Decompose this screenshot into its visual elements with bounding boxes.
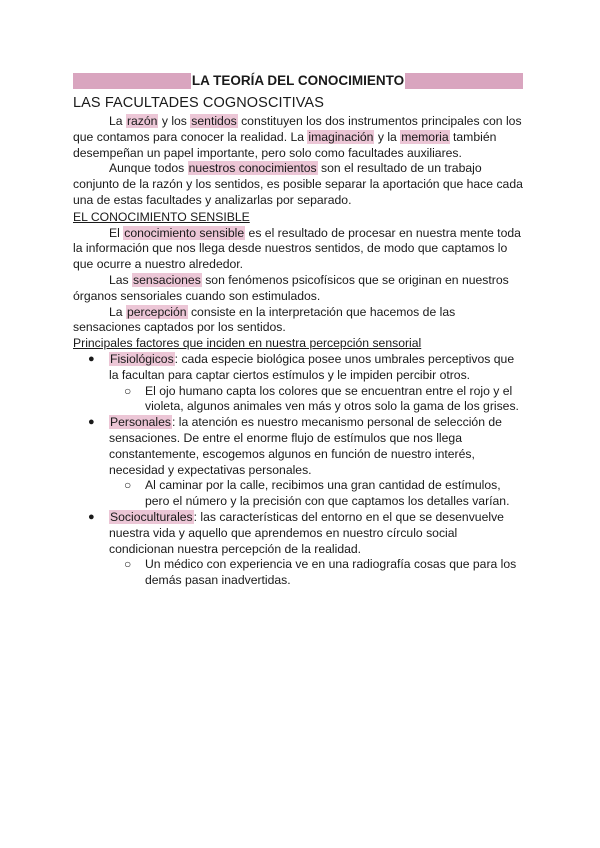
highlight-personales: Personales <box>110 415 171 430</box>
paragraph-percepcion: La percepción consiste en la interpretación que hacemos de las sensaciones captados por los sentidos. <box>73 304 456 335</box>
list-item: ● Fisiológicos: cada especie biológica posee unos umbrales perceptivos que la facultan para captar ciertos estímulos y le impiden percibir otros. ○ El ojo humano capta los colores que se encuentran entre el rojo y el violeta, algunos animales ven más y otros solo la gama de los grises. <box>73 352 523 415</box>
highlight-imaginacion: imaginación <box>308 129 374 144</box>
section-heading-facultades: LAS FACULTADES COGNOSCITIVAS <box>73 95 324 111</box>
paragraph-facultades-2: Aunque todos nuestros conocimientos son el resultado de un trabajo conjunto de la razón y los sentidos, es posible separar la aportación que hace cada una de estas facultades y analizarlas por separado. <box>73 161 523 207</box>
highlight-sentidos: sentidos <box>191 114 237 128</box>
page-title: LA TEORÍA DEL CONOCIMIENTO <box>191 72 405 88</box>
circle-bullet-icon: ○ <box>124 557 132 572</box>
factors-list <box>73 352 523 589</box>
highlight-conocimiento-sensible: conocimiento sensible <box>124 225 245 240</box>
factors-heading: Principales factores que inciden en nuestra percepción sensorial <box>73 336 422 351</box>
bullet-icon: ● <box>88 352 95 365</box>
sub-list <box>109 384 523 416</box>
highlight-percepcion: percepción <box>126 304 187 319</box>
highlight-nuestros-conocimientos: nuestros conocimientos <box>188 161 317 176</box>
circle-bullet-icon: ○ <box>124 478 132 493</box>
bullet-icon: ● <box>88 416 95 429</box>
list-item: ○ Un médico con experiencia ve en una radiografía cosas que para los demás pasan inadvertidas. <box>124 557 517 588</box>
title-bar-left <box>73 73 191 89</box>
title-row <box>73 72 523 89</box>
paragraph-sensible-1: El conocimiento sensible es el resultado de procesar en nuestra mente toda la información que nos llega desde nuestros sentidos, de modo que captamos lo que ocurre a nuestro alrededor. <box>73 225 521 272</box>
title-bar-right <box>405 73 523 89</box>
circle-bullet-icon: ○ <box>124 383 132 398</box>
highlight-socioculturales: Socioculturales <box>110 509 193 524</box>
document-page <box>73 72 523 589</box>
bullet-icon: ● <box>88 510 95 523</box>
highlight-sensaciones: sensaciones <box>133 272 201 287</box>
sub-list <box>109 557 523 589</box>
highlight-fisiologicos: Fisiológicos <box>110 351 174 366</box>
sub-list <box>109 478 523 510</box>
list-item: ○ El ojo humano capta los colores que se encuentran entre el rojo y el violeta, algunos animales ven más y otros solo la gama de los grises. <box>124 383 519 414</box>
highlight-memoria: memoria <box>401 129 449 144</box>
highlight-razon: razón <box>126 114 158 128</box>
list-item: ○ Al caminar por la calle, recibimos una gran cantidad de estímulos, pero el número y la precisión con que captamos los detalles varían. <box>124 478 510 509</box>
list-item: ● Socioculturales: las características del entorno en el que se desenvuelve nuestra vida y aquello que aprendemos en nuestro círculo social condicionan nuestra percepción de la realidad. ○ Un médico con experiencia ve en una radiografía cosas que para los demás pasan inadvertidas. <box>73 510 523 589</box>
section-heading-sensible: EL CONOCIMIENTO SENSIBLE <box>73 209 250 224</box>
list-item: ● Personales: la atención es nuestro mecanismo personal de selección de sensaciones. De entre el enorme flujo de estímulos que nos llega constantemente, escogemos algunos en función de nuestro interés, necesidad y expectativas personales. ○ Al caminar por la calle, recibimos una gran cantidad de estímulos, pero el número y la precisión con que captamos los detalles varían. <box>73 415 523 510</box>
paragraph-sensaciones: Las sensaciones son fenómenos psicofísicos que se originan en nuestros órganos sensoriales cuando son estimulados. <box>73 272 509 303</box>
paragraph-facultades-1: La razón y los sentidos constituyen los dos instrumentos principales con los que contamos para conocer la realidad. La imaginación y la memoria también desempeñan un papel importante, pero solo como facultades auxiliares. <box>73 114 522 160</box>
